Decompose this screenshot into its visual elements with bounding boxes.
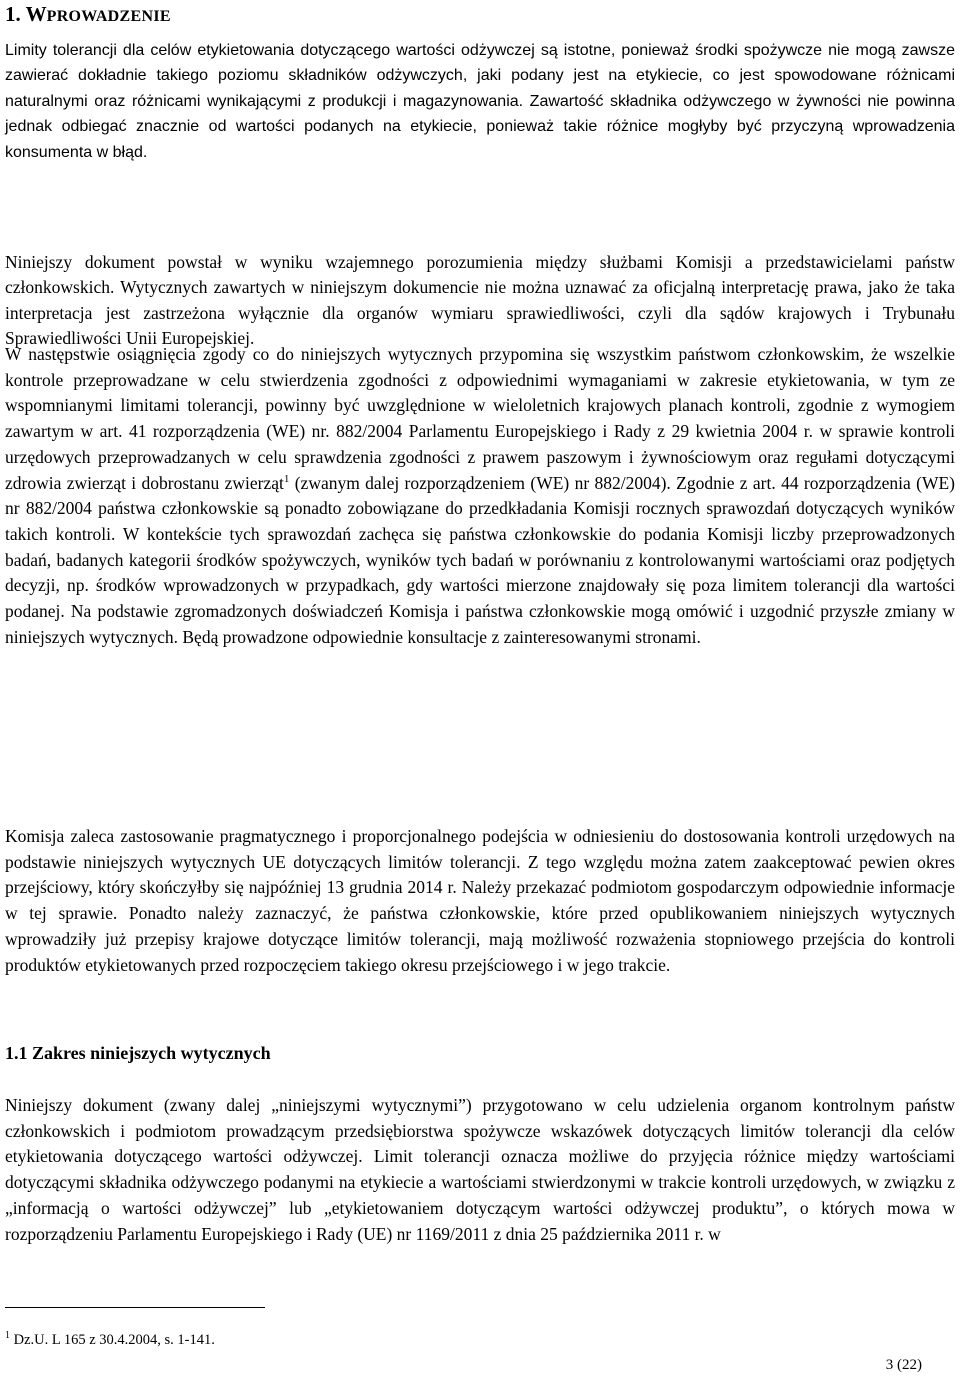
footnote-marker: 1 (5, 1330, 10, 1342)
paragraph-controls (5, 342, 955, 650)
section-title-rest: PROWADZENIE (46, 8, 171, 25)
paragraph-controls-part1: W następstwie osiągnięcia zgody co do niniejszych wytycznych przypomina się wszystkim państwom członkowskim, że wszelkie kontrole przeprowadzane w celu stwierdzenia zgodności z odpowiednimi wymaganiami w zakresie etykietowania, w tym ze wspomnianymi limitami tolerancji, powinny być uwzględnione w wieloletnich krajowych planach kontroli, zgodnie z wymogiem zawartym w art. 41 rozporządzenia (WE) nr. 882/2004 Parlamentu Europejskiego i Rady z 29 kwietnia 2004 r. w sprawie kontroli urzędowych przeprowadzanych w celu sprawdzenia zgodności z prawem paszowym i żywnościowym oraz regułami dotyczącymi zdrowia zwierząt i dobrostanu zwierząt (5, 344, 955, 493)
footnote-text: Dz.U. L 165 z 30.4.2004, s. 1-141. (10, 1332, 215, 1348)
paragraph-document-origin: Niniejszy dokument powstał w wyniku wzajemnego porozumienia między służbami Komisji a przedstawicielami państw członkowskich. Wytycznych zawartych w niniejszym dokumencie nie można uznawać za oficjalną interpretację prawa, jako że taka interpretacja jest zastrzeżona wyłącznie dla organów wymiaru sprawiedliwości, czyli dla sądów krajowych i Trybunału Sprawiedliwości Unii Europejskiej. (5, 252, 955, 349)
paragraph-tolerance-intro: Limity tolerancji dla celów etykietowania dotyczącego wartości odżywczej są istotne, ponieważ środki spożywcze nie mogą zawsze zawierać dokładnie takiego poziomu składników odżywczych, jaki podany jest na etykiecie, co jest spowodowane różnicami naturalnymi oraz różnicami wynikającymi z produkcji i magazynowania. Zawartość składnika odżywczego w żywności nie powinna jednak odbiegać znacznie od wartości podanych na etykiecie, ponieważ takie różnice mogłyby być przyczyną wprowadzenia konsumenta w błąd. (5, 42, 955, 161)
footnote (5, 1332, 215, 1349)
footnote-divider (5, 1307, 265, 1308)
subsection-heading: 1.1 Zakres niniejszych wytycznych (5, 1043, 271, 1063)
section-heading (5, 2, 171, 27)
paragraph-controls-part2: (zwanym dalej rozporządzeniem (WE) nr 882/2004). Zgodnie z art. 44 rozporządzenia (WE) nr 882/2004 państwa członkowskie są ponadto zobowiązane do przedkładania Komisji rocznych sprawozdań dotyczących wyników takich kontroli. W kontekście tych sprawozdań zachęca się państwa członkowskie do podania Komisji liczby przeprowadzonych badań, badanych kategorii środków spożywczych, wyników tych badań w porównaniu z kontrolowanymi wartościami oraz podjętych decyzji, np. środków wprowadzonych w przypadkach, gdy wartości mierzone znajdowały się poza limitem tolerancji dla wartości podanej. Na podstawie zgromadzonych doświadczeń Komisja i państwa członkowskie mogą omówić i uzgodnić przyszłe zmiany w niniejszych wytycznych. Będą prowadzone odpowiednie konsultacje z zainteresowanymi stronami. (5, 472, 956, 647)
paragraph-transition-period: Komisja zaleca zastosowanie pragmatycznego i proporcjonalnego podejścia w odniesieniu do dostosowania kontroli urzędowych na podstawie niniejszych wytycznych UE dotyczących limitów tolerancji. Z tego względu można zatem zaakceptować pewien okres przejściowy, który skończyłby się najpóźniej 13 grudnia 2014 r. Należy przekazać podmiotom gospodarczym odpowiednie informacje w tej sprawie. Ponadto należy zaznaczyć, że państwa członkowskie, które przed opublikowaniem niniejszych wytycznych wprowadziły już przepisy krajowe dotyczące limitów tolerancji, mają możliwość rozważenia stopniowego przejścia do kontroli produktów etykietowanych przed rozpoczęciem takiego okresu przejściowego i w jego trakcie. (5, 826, 955, 975)
section-title-initial: W (25, 2, 47, 26)
page-number: 3 (22) (885, 1357, 922, 1373)
section-number: 1. (5, 2, 21, 26)
paragraph-scope: Niniejszy dokument (zwany dalej „niniejszymi wytycznymi”) przygotowano w celu udzielenia organom kontrolnym państw członkowskich i podmiotom prowadzącym przedsiębiorstwa spożywcze wskazówek dotyczących limitów tolerancji dla celów etykietowania dotyczącego wartości odżywczej. Limit tolerancji oznacza możliwe do przyjęcia różnice między wartościami dotyczącymi składnika odżywczego podanymi na etykiecie a wartościami stwierdzonymi w trakcie kontroli urzędowych, w związku z „informacją o wartości odżywczej” lub „etykietowaniem dotyczącym wartości odżywczej produktu”, o których mowa w rozporządzeniu Parlamentu Europejskiego i Rady (UE) nr 1169/2011 z dnia 25 października 2011 r. w (5, 1095, 955, 1244)
footnote-reference[interactable]: 1 (283, 472, 290, 485)
